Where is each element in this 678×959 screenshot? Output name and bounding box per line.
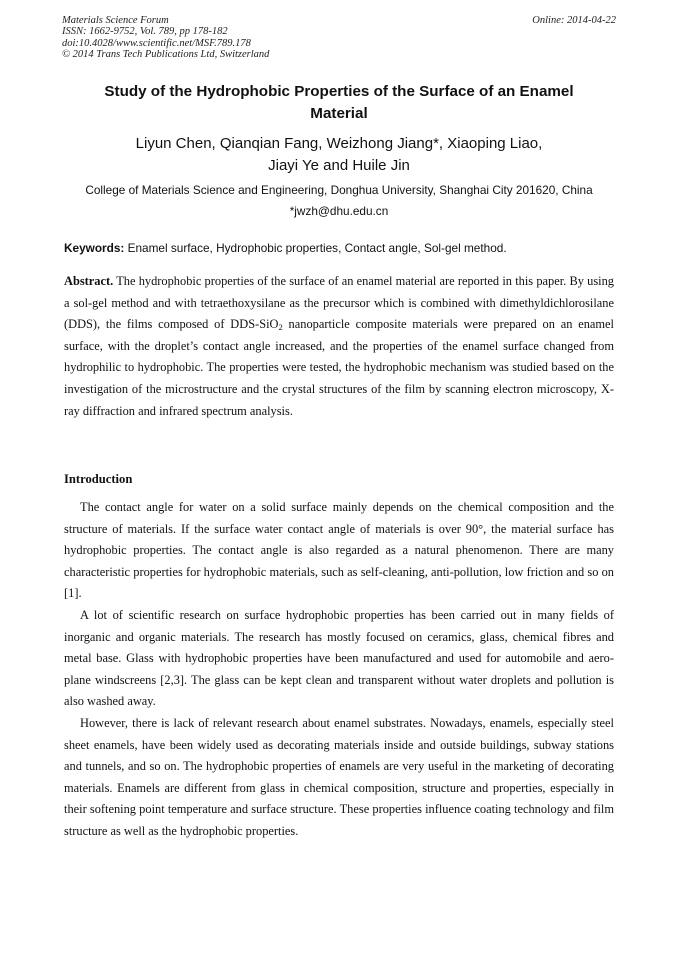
intro-paragraph-1: The contact angle for water on a solid surface mainly depends on the chemical composition and the structure of materials. If the surface water contact angle of materials is over 90°, the material surface has hydrophobic properties. The contact angle is also regarded as a natural phenomenon. There are many characteristic properties for hydrophobic materials, such as self-cleaning, anti-pollution, low friction and so on [1]. xyxy=(64,500,614,601)
journal-doi: doi:10.4028/www.scientific.net/MSF.789.178 xyxy=(62,37,251,49)
corresponding-email: *jwzh@dhu.edu.cn xyxy=(289,204,389,218)
keywords-label: Keywords: xyxy=(64,241,125,255)
introduction-body xyxy=(64,497,614,843)
section-heading-introduction: Introduction xyxy=(64,472,133,486)
abstract xyxy=(64,271,614,422)
affiliation: College of Materials Science and Engineering, Donghua University, Shanghai City 201620, China xyxy=(85,183,593,197)
title-line-2: Material xyxy=(310,105,368,122)
authors-line-2: Jiayi Ye and Huile Jin xyxy=(268,156,410,174)
authors-line-1: Liyun Chen, Qianqian Fang, Weizhong Jiang*, Xiaoping Liao, xyxy=(135,135,543,152)
keywords-line xyxy=(64,239,618,257)
journal-header xyxy=(62,15,616,61)
journal-issn: ISSN: 1662-9752, Vol. 789, pp 178-182 xyxy=(62,26,228,38)
abstract-label: Abstract. xyxy=(64,274,114,288)
journal-copyright: © 2014 Trans Tech Publications Ltd, Switzerland xyxy=(62,49,270,61)
abstract-subscript: 2 xyxy=(278,322,283,333)
online-date: Online: 2014-04-22 xyxy=(532,15,616,26)
intro-paragraph-3: However, there is lack of relevant research about enamel substrates. Nowadays, enamels, especially steel sheet enamels, have been widely used as decorating materials inside and outside buildings, subway stations and tunnels, and so on. The hydrophobic properties of enamels are very useful in the marketing of decorating materials. Enamels are different from glass in chemical composition, structure and properties, especially in their softening point temperature and surface structure. These properties influence coating technology and film structure as well as the hydrophobic properties. xyxy=(64,715,614,838)
author-list xyxy=(62,133,616,176)
abstract-text-2: nanoparticle composite materials were prepared on an enamel surface, with the droplet’s contact angle increased, and the properties of the enamel surface changed from hydrophilic to hydrophobic. The properties were tested, the hydrophobic mechanism was studied based on the investigation of the microstructure and the crystal structures of the film by scanning electron microscopy, X-ray diffraction and infrared spectrum analysis. xyxy=(64,317,614,418)
journal-name: Materials Science Forum xyxy=(62,15,169,26)
intro-paragraph-2: A lot of scientific research on surface hydrophobic properties has been carried out in many fields of inorganic and organic materials. The research has mostly focused on ceramics, glass, chemical fibres and metal base. Glass with hydrophobic properties have been manufactured and used for automobile and aero-plane windscreens [2,3]. The glass can be kept clean and transparent without water droplets and pollution is also washed away. xyxy=(64,607,614,709)
paper-title xyxy=(62,81,616,125)
keywords-text: Enamel surface, Hydrophobic properties, Contact angle, Sol-gel method. xyxy=(124,241,507,255)
title-line-1: Study of the Hydrophobic Properties of the Surface of an Enamel xyxy=(104,83,574,100)
abstract-text-1: The hydrophobic properties of the surface of an enamel material are reported in this paper. By using a sol-gel method and with tetraethoxysilane as the precursor which is combined with dimethyldichlorosilane (DDS), the films composed of DDS-SiO xyxy=(64,274,614,332)
